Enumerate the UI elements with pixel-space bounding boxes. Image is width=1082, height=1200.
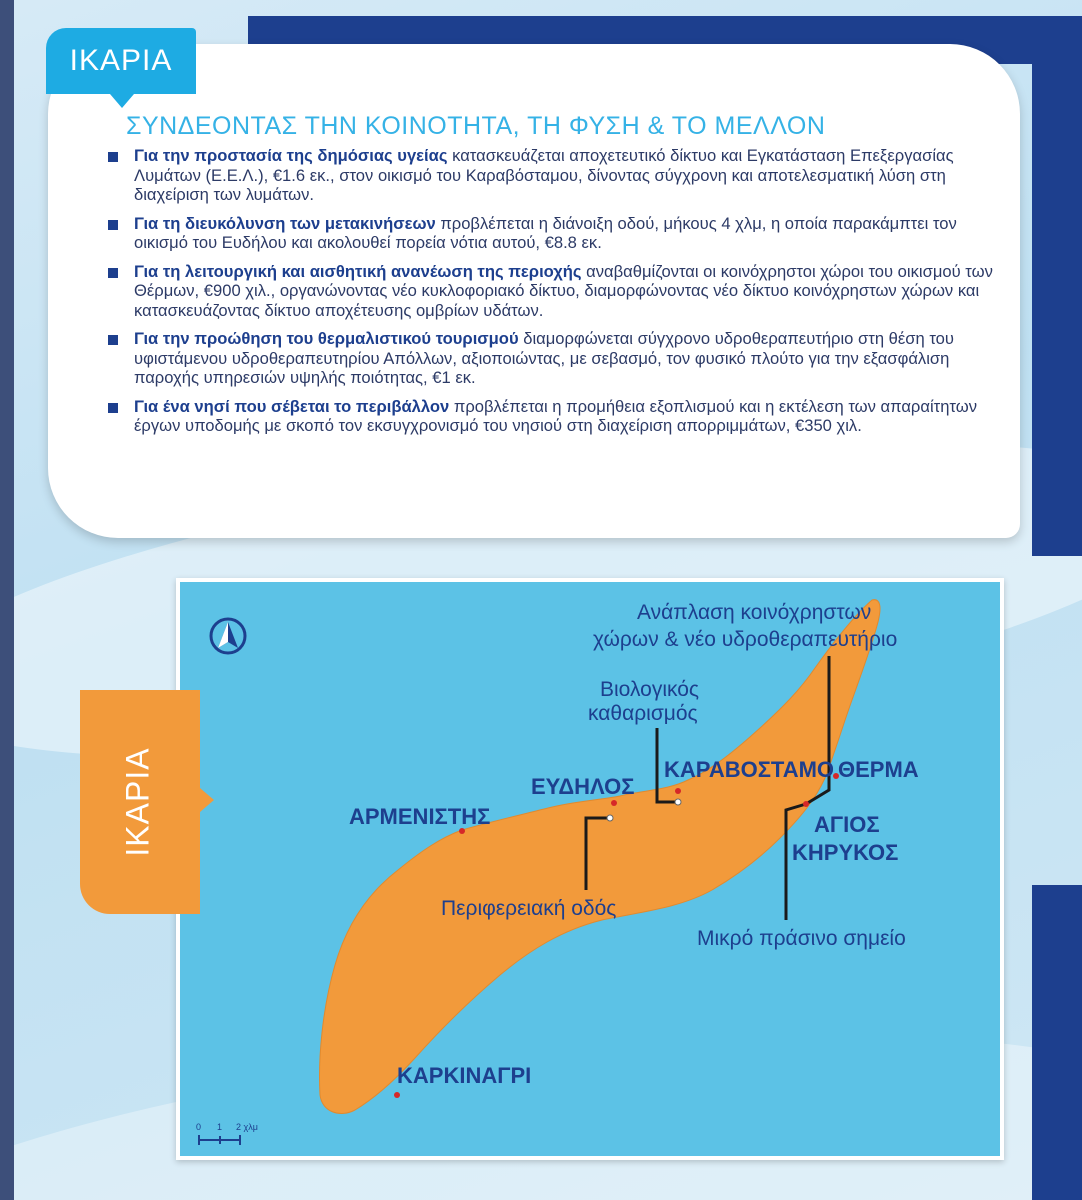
item-text: κατασκευάζεται αποχετευτικό δίκτυο και Εγκατάσταση Επεξεργασίας Λυμάτων (Ε.Ε.Λ.), €1.6 εκ., στον οικισμό του Καραβόσταμου, δίνοντας σύγχρονη και αποτελεσματική λύση στη διαχείριση των λυμάτων.	[134, 146, 954, 204]
place-agios-line1: ΑΓΙΟΣ	[814, 812, 880, 837]
scale-bar	[196, 1122, 258, 1145]
item-lead: Για την προστασία της δημόσιας υγείας	[134, 146, 448, 165]
annotation-viologikos-line2: καθαρισμός	[588, 702, 698, 725]
item-lead: Για την προώθηση του θερμαλιστικού τουρισμού	[134, 329, 519, 348]
place-karkinagri: ΚΑΡΚΙΝΑΓΡΙ	[397, 1063, 532, 1088]
place-therma: ΘΕΡΜΑ	[838, 757, 919, 782]
place-evdilos: ΕΥΔΗΛΟΣ	[531, 774, 635, 799]
place-agios-line2: ΚΗΡΥΚΟΣ	[792, 840, 899, 865]
scale-label: 1	[217, 1122, 223, 1132]
scale-label: 0	[196, 1122, 202, 1132]
annotation-periferiaki: Περιφερειακή οδός	[441, 897, 617, 920]
place-karavostamo: ΚΑΡΑΒΟΣΤΑΜΟ	[664, 757, 835, 782]
map-side-label: ΙΚΑΡΙΑ	[119, 747, 156, 857]
section-heading: ΣΥΝΔΕΟΝΤΑΣ ΤΗΝ ΚΟΙΝΟΤΗΤΑ, ΤΗ ΦΥΣΗ & ΤΟ ΜΕΛΛΟΝ	[126, 112, 826, 140]
place-marker	[803, 801, 809, 807]
item-text: διαμορφώνεται σύγχρονο υδροθεραπευτήριο στη θέση του υφιστάμενου υδροθεραπευτηρίου Απόλλων, αξιοποιώντας, με σεβασμό, τον φυσικό πλούτο για την εξασφάλιση παροχής υπηρεσιών υψηλής ποιότητας, €1 εκ.	[134, 329, 954, 387]
place-armenistis: ΑΡΜΕΝΙΣΤΗΣ	[349, 804, 491, 829]
project-marker	[607, 815, 613, 821]
item-text: προβλέπεται η διάνοιξη οδού, μήκους 4 χλμ, η οποία παρακάμπτει τον οικισμό του Ευδήλου και ακολουθεί πορεία νότια αυτού, €8.8 εκ.	[134, 213, 957, 252]
place-marker	[611, 800, 617, 806]
north-arrow-icon	[211, 619, 245, 653]
annotation-mikro: Μικρό πράσινο σημείο	[697, 927, 906, 950]
scale-label: 2 χλμ	[236, 1122, 258, 1132]
annotation-anaplasi-line1: Ανάπλαση κοινόχρηστων	[637, 601, 872, 624]
item-text: προβλέπεται η προμήθεια εξοπλισμού και η εκτέλεση των απαραίτητων έργων υποδομής με σκοπό τον εκσυγχρονισμό του νησιού στη διαχείριση απορριμμάτων, €350 χιλ.	[134, 396, 977, 435]
place-marker	[394, 1092, 400, 1098]
section-tab: ΙΚΑΡΙΑ	[46, 28, 196, 94]
item-lead: Για τη διευκόλυνση των μετακινήσεων	[134, 213, 436, 233]
item-lead: Για ένα νησί που σέβεται το περιβάλλον	[134, 396, 450, 416]
place-marker	[675, 788, 681, 794]
item-text: αναβαθμίζονται οι κοινόχρηστοι χώροι του οικισμού των Θέρμων, €900 χιλ., οργανώνοντας νέο κυκλοφοριακό δίκτυο, διαμορφώνοντας νέο δίκτυο κοινόχρηστων χώρων και κατασκευάζοντας δίκτυο αποχέτευσης ομβρίων υδάτων.	[134, 261, 993, 320]
project-marker	[675, 799, 681, 805]
item-lead: Για τη λειτουργική και αισθητική ανανέωση της περιοχής	[134, 261, 582, 281]
annotation-viologikos-line1: Βιολογικός	[600, 678, 700, 701]
annotation-anaplasi-line2: χώρων & νέο υδροθεραπευτήριο	[593, 628, 898, 651]
